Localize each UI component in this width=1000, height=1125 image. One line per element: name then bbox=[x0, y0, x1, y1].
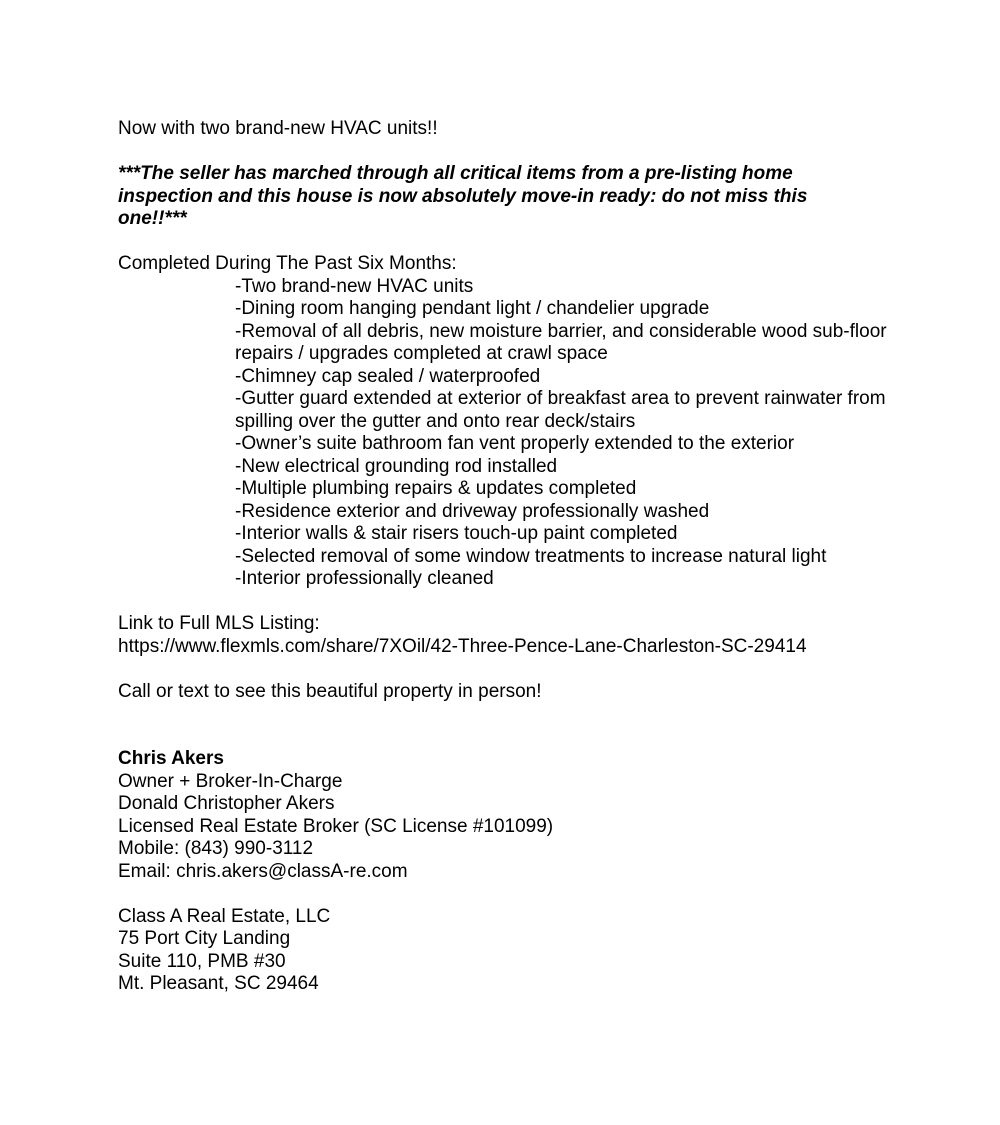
intro-line: Now with two brand-new HVAC units!! bbox=[118, 118, 438, 139]
company-address-line1: 75 Port City Landing bbox=[118, 928, 291, 949]
call-to-action: Call or text to see this beautiful property in person! bbox=[118, 680, 542, 702]
spacer bbox=[118, 141, 918, 164]
list-item: -Chimney cap sealed / waterproofed bbox=[235, 365, 541, 387]
agent-title: Owner + Broker-In-Charge bbox=[118, 770, 343, 792]
spacer bbox=[118, 883, 918, 906]
list-item: -Multiple plumbing repairs & updates completed bbox=[235, 478, 637, 499]
mls-link-label: Link to Full MLS Listing: bbox=[118, 613, 320, 634]
list-item: -New electrical grounding rod installed bbox=[235, 455, 558, 477]
agent-full-name: Donald Christopher Akers bbox=[118, 793, 335, 814]
spacer bbox=[118, 703, 918, 748]
list-item: -Gutter guard extended at exterior of breakfast area to prevent rainwater from spilling over the gutter and onto rear deck/stairs bbox=[235, 388, 886, 432]
spacer bbox=[118, 591, 918, 614]
list-item: -Residence exterior and driveway professionally washed bbox=[235, 500, 710, 522]
list-item: -Owner’s suite bathroom fan vent properly extended to the exterior bbox=[235, 433, 795, 454]
list-item: -Dining room hanging pendant light / chandelier upgrade bbox=[235, 298, 710, 319]
list-item: -Removal of all debris, new moisture barrier, and considerable wood sub-floor repairs / upgrades completed at crawl space bbox=[235, 320, 887, 364]
mls-url-link[interactable]: https://www.flexmls.com/share/7XOil/42-Three-Pence-Lane-Charleston-SC-29414 bbox=[118, 635, 807, 657]
company-address-line2: Suite 110, PMB #30 bbox=[118, 950, 286, 972]
completed-heading: Completed During The Past Six Months: bbox=[118, 253, 457, 274]
move-in-ready-notice: ***The seller has marched through all critical items from a pre-listing home inspection and this house is now absolutely move-in ready: do not miss this one!!*** bbox=[118, 163, 808, 229]
agent-email: Email: chris.akers@classA-re.com bbox=[118, 860, 408, 882]
spacer bbox=[118, 231, 918, 254]
agent-mobile: Mobile: (843) 990-3112 bbox=[118, 838, 314, 859]
list-item: -Selected removal of some window treatments to increase natural light bbox=[235, 545, 827, 567]
agent-license: Licensed Real Estate Broker (SC License #101099) bbox=[118, 815, 554, 837]
list-item: -Two brand-new HVAC units bbox=[235, 275, 474, 297]
document-body bbox=[118, 118, 918, 996]
list-item: -Interior professionally cleaned bbox=[235, 568, 494, 589]
list-item: -Interior walls & stair risers touch-up paint completed bbox=[235, 523, 678, 544]
company-name: Class A Real Estate, LLC bbox=[118, 905, 331, 927]
spacer bbox=[118, 658, 918, 681]
completed-list bbox=[118, 276, 918, 591]
mls-link[interactable] bbox=[118, 636, 918, 659]
agent-name: Chris Akers bbox=[118, 748, 224, 769]
company-city: Mt. Pleasant, SC 29464 bbox=[118, 973, 319, 994]
